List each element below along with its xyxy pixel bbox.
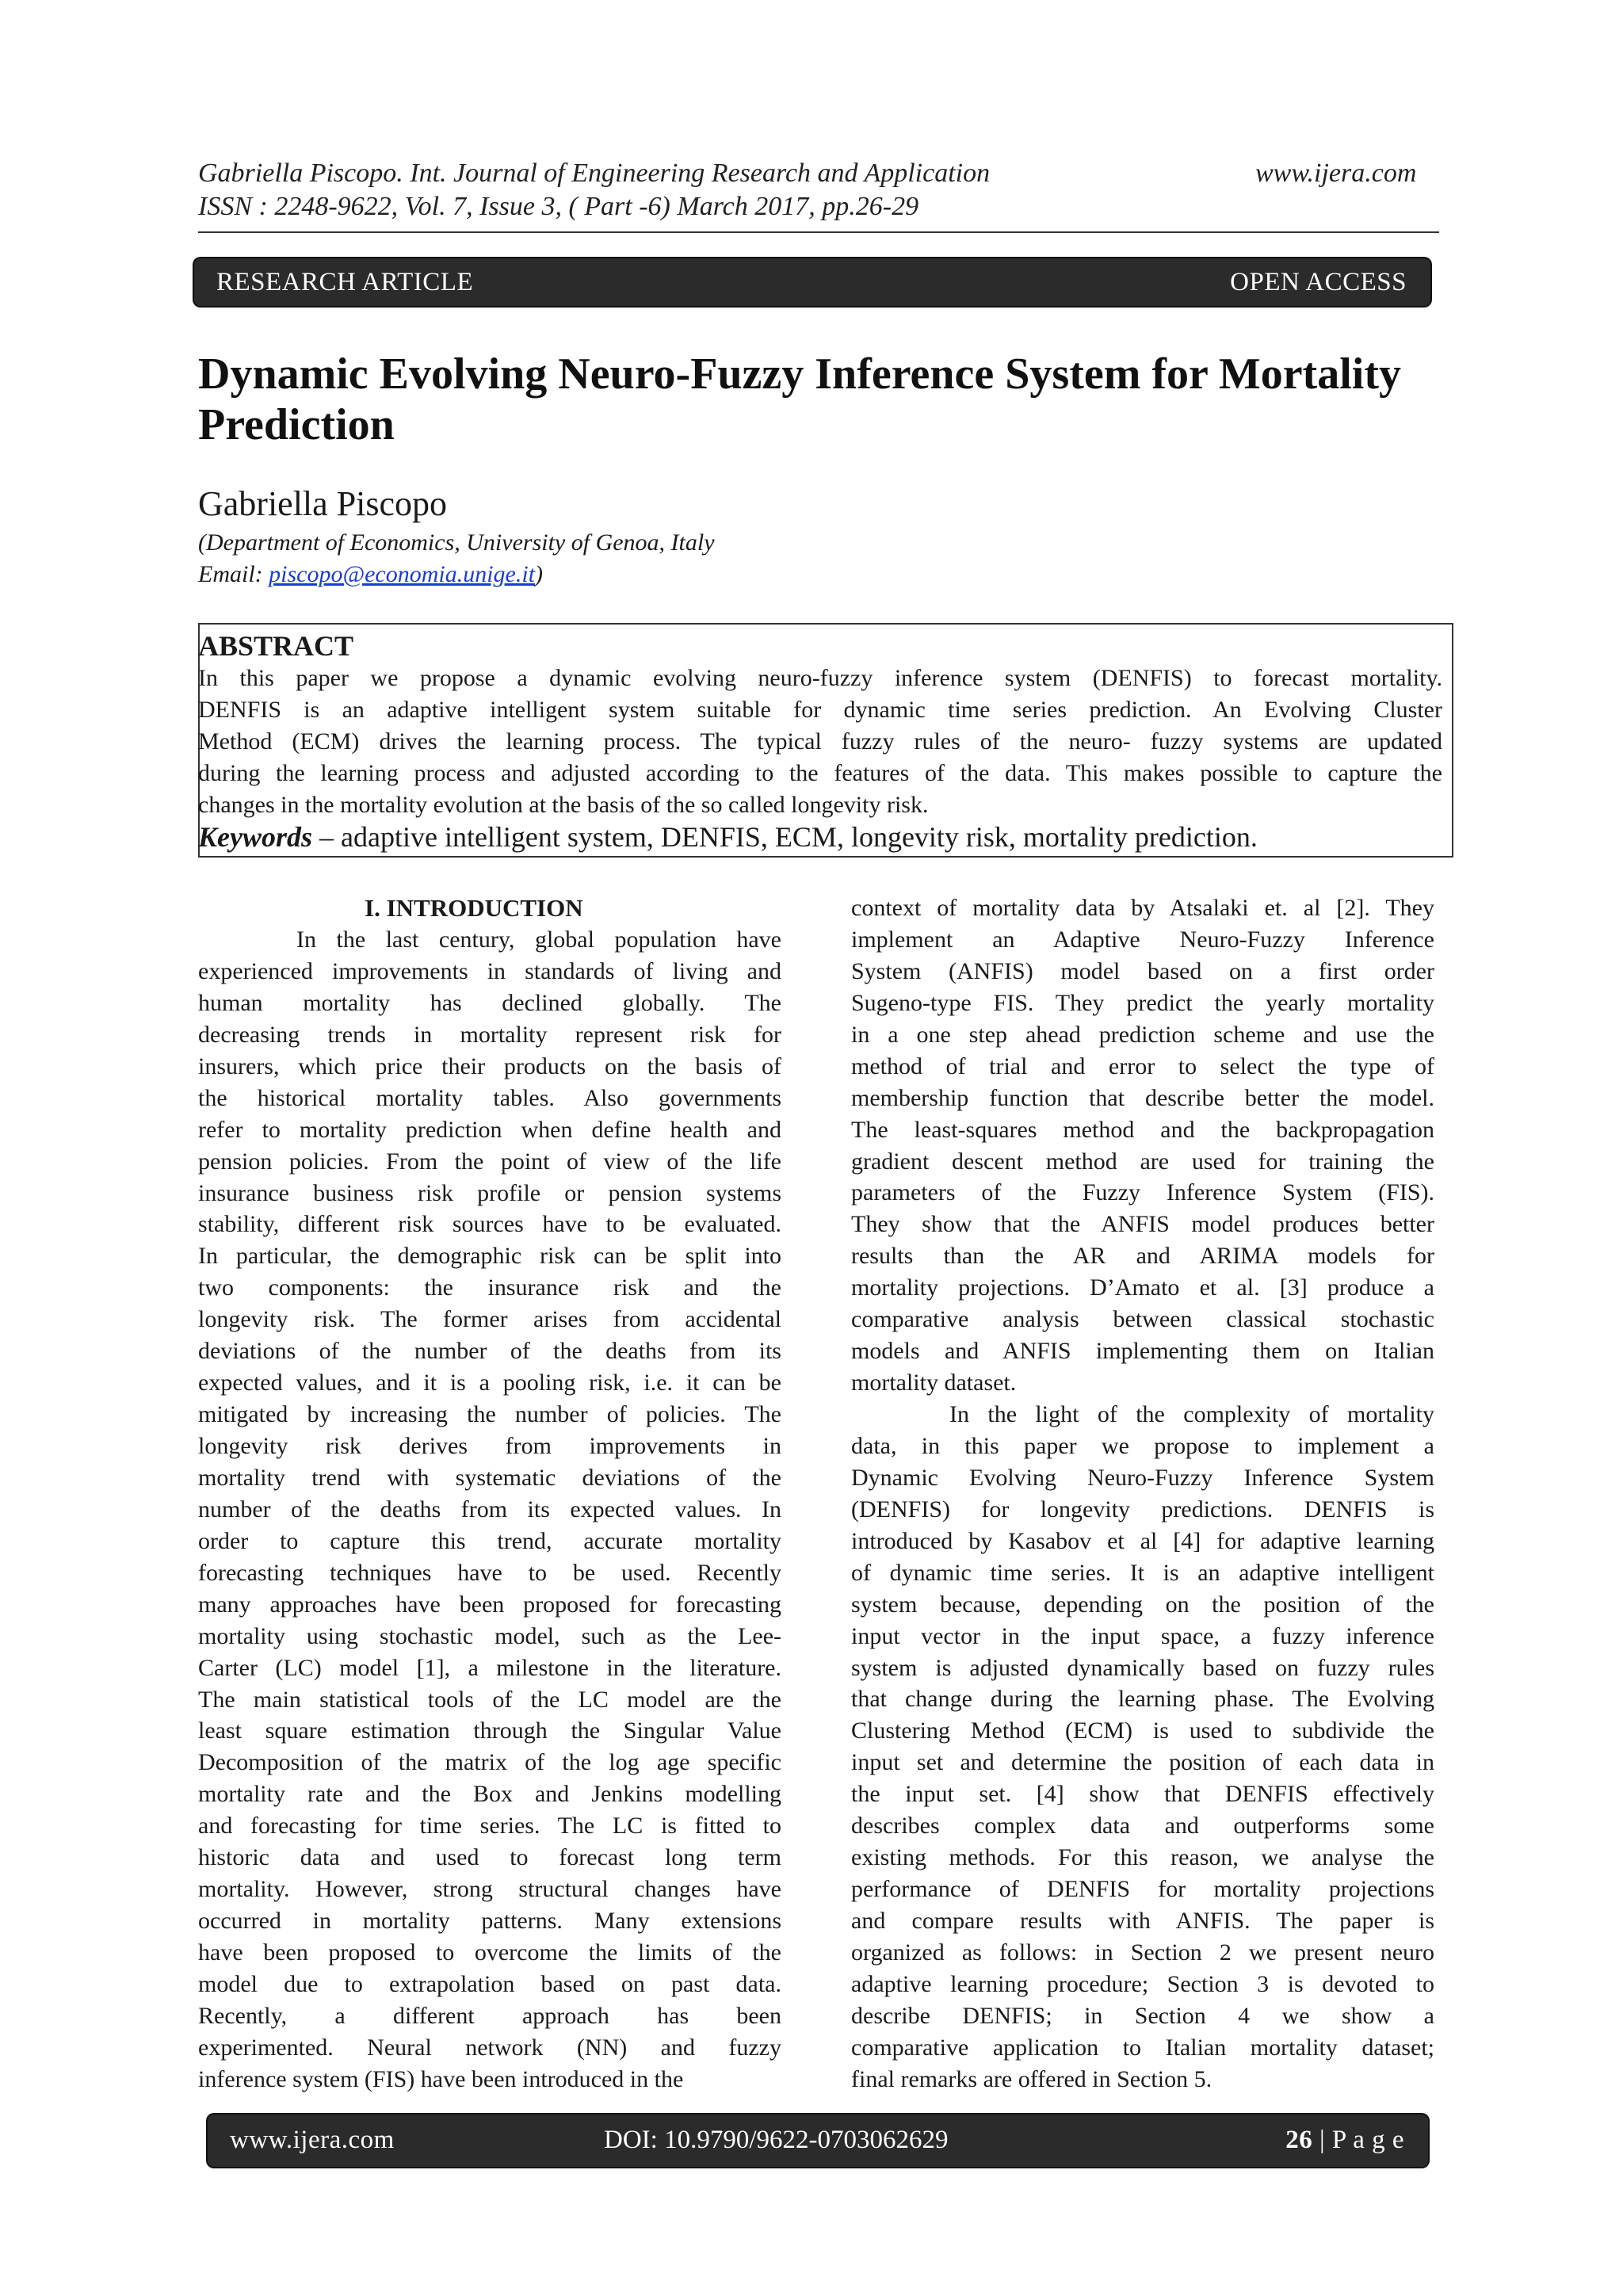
body-text-line: refer to mortality prediction when define health and bbox=[198, 1116, 781, 1143]
body-text-line: mortality trend with systematic deviations of the bbox=[198, 1464, 781, 1491]
footer-bar bbox=[208, 2115, 1428, 2167]
abstract-line: during the learning process and adjusted according to the features of the data. This makes possible to capture the bbox=[198, 760, 1442, 786]
abstract-line: changes in the mortality evolution at the basis of the so called longevity risk. bbox=[198, 792, 929, 818]
article-type-banner bbox=[194, 258, 1430, 306]
body-text-line: insurance business risk profile or pension systems bbox=[198, 1179, 781, 1206]
body-text-line: and compare results with ANFIS. The paper is bbox=[851, 1908, 1434, 1934]
body-text-line: the input set. [4] show that DENFIS effectively bbox=[851, 1781, 1434, 1808]
footer-doi: DOI: 10.9790/9622-0703062629 bbox=[604, 2126, 949, 2154]
body-text-line: human mortality has declined globally. The bbox=[198, 989, 781, 1016]
body-text-line: many approaches have been proposed for forecasting bbox=[198, 1591, 781, 1618]
body-text-line: experimented. Neural network (NN) and fuzzy bbox=[198, 2034, 781, 2061]
body-text-line: inference system (FIS) have been introduced in the bbox=[198, 2065, 684, 2092]
body-text-line: gradient descent method are used for training the bbox=[851, 1148, 1434, 1175]
body-text-line: insurers, which price their products on the basis of bbox=[198, 1052, 781, 1079]
body-text-line: decreasing trends in mortality represent risk for bbox=[198, 1021, 781, 1048]
body-text-line: context of mortality data by Atsalaki et. al [2]. They bbox=[851, 895, 1434, 921]
abstract-line: DENFIS is an adaptive intelligent system suitable for dynamic time series prediction. An Evolving Cluster bbox=[198, 697, 1442, 723]
body-text-line: models and ANFIS implementing them on Italian bbox=[851, 1338, 1434, 1365]
body-text-line: stability, different risk sources have to be evaluated. bbox=[198, 1211, 781, 1238]
body-text-line: model due to extrapolation based on past data. bbox=[198, 1970, 781, 1997]
body-text-line: The main statistical tools of the LC model are the bbox=[198, 1686, 781, 1713]
abstract-heading: ABSTRACT bbox=[198, 630, 354, 662]
body-text-line: longevity risk. The former arises from accidental bbox=[198, 1306, 781, 1333]
open-access-label: OPEN ACCESS bbox=[1230, 268, 1407, 296]
body-text-line: mortality using stochastic model, such as the Lee- bbox=[198, 1622, 781, 1649]
body-text-line: adaptive learning procedure; Section 3 is devoted to bbox=[851, 1970, 1434, 1997]
running-header-journal: Gabriella Piscopo. Int. Journal of Engineering Research and Application bbox=[198, 159, 991, 188]
footer-website[interactable]: www.ijera.com bbox=[230, 2126, 395, 2154]
body-text-line: expected values, and it is a pooling risk, i.e. it can be bbox=[198, 1370, 781, 1396]
body-text-line: number of the deaths from its expected values. In bbox=[198, 1496, 781, 1522]
body-text-line: forecasting techniques have to be used. Recently bbox=[198, 1559, 781, 1586]
body-text-line: data, in this paper we propose to implement a bbox=[851, 1432, 1434, 1459]
body-text-line: input vector in the input space, a fuzzy inference bbox=[851, 1622, 1434, 1649]
body-text-line: comparative application to Italian mortality dataset; bbox=[851, 2034, 1434, 2061]
header-rule bbox=[198, 231, 1439, 233]
body-text-line: Decomposition of the matrix of the log age specific bbox=[198, 1749, 781, 1776]
body-text-line: (DENFIS) for longevity predictions. DENFIS is bbox=[851, 1496, 1434, 1522]
keywords-text: – adaptive intelligent system, DENFIS, ECM, longevity risk, mortality prediction. bbox=[312, 821, 1258, 853]
footer-page-label: | P a g e bbox=[1312, 2126, 1404, 2154]
right-column bbox=[851, 892, 1434, 2095]
body-text-line: order to capture this trend, accurate mortality bbox=[198, 1527, 781, 1554]
body-text-line: introduced by Kasabov et al [4] for adaptive learning bbox=[851, 1527, 1434, 1554]
introduction-heading: I. INTRODUCTION bbox=[365, 894, 583, 922]
body-text-line: Sugeno-type FIS. They predict the yearly mortality bbox=[851, 989, 1434, 1016]
body-text-line: in a one step ahead prediction scheme and use the bbox=[851, 1021, 1434, 1048]
email-label: Email: bbox=[198, 561, 269, 587]
author-affiliation: (Department of Economics, University of Genoa, Italy bbox=[198, 529, 715, 556]
body-text-line: results than the AR and ARIMA models for bbox=[851, 1243, 1434, 1270]
body-text-line: two components: the insurance risk and the bbox=[198, 1274, 781, 1301]
body-text-line: least square estimation through the Singular Value bbox=[198, 1717, 781, 1744]
body-text-line: parameters of the Fuzzy Inference System (FIS). bbox=[851, 1179, 1434, 1206]
body-text-line: of dynamic time series. It is an adaptive intelligent bbox=[851, 1559, 1434, 1586]
body-text-line: historic data and used to forecast long term bbox=[198, 1844, 781, 1871]
body-text-line: In the light of the complexity of mortality bbox=[949, 1401, 1434, 1427]
body-text-line: pension policies. From the point of view of the life bbox=[198, 1148, 781, 1175]
keywords-label: Keywords bbox=[198, 821, 312, 853]
author-name: Gabriella Piscopo bbox=[198, 484, 448, 523]
body-text-line: The least-squares method and the backpropagation bbox=[851, 1116, 1434, 1143]
body-text-line: organized as follows: in Section 2 we present neuro bbox=[851, 1939, 1434, 1966]
body-text-line: have been proposed to overcome the limits of the bbox=[198, 1939, 781, 1966]
body-text-line: occurred in mortality patterns. Many extensions bbox=[198, 1908, 781, 1935]
body-text-line: Clustering Method (ECM) is used to subdivide the bbox=[851, 1717, 1434, 1744]
body-text-line: mortality. However, strong structural changes have bbox=[198, 1876, 781, 1903]
body-text-line: mitigated by increasing the number of policies. The bbox=[198, 1401, 781, 1428]
paper-title: Dynamic Evolving Neuro-Fuzzy Inference System for Mortality Prediction bbox=[198, 350, 1401, 449]
body-text-line: Dynamic Evolving Neuro-Fuzzy Inference System bbox=[851, 1464, 1434, 1491]
abstract-line: Method (ECM) drives the learning process. The typical fuzzy rules of the neuro- fuzzy systems are updated bbox=[198, 728, 1442, 755]
body-text-line: experienced improvements in standards of living and bbox=[198, 957, 781, 984]
body-text-line: Carter (LC) model [1], a milestone in the literature. bbox=[198, 1654, 781, 1681]
body-text-line: method of trial and error to select the type of bbox=[851, 1052, 1434, 1079]
body-text-line: mortality projections. D’Amato et al. [3] produce a bbox=[851, 1274, 1434, 1301]
keywords-line bbox=[198, 819, 1258, 854]
body-text-line: system because, depending on the position of the bbox=[851, 1591, 1434, 1618]
body-text-line: describes complex data and outperforms some bbox=[851, 1813, 1434, 1839]
body-text-line: input set and determine the position of each data in bbox=[851, 1749, 1434, 1776]
body-text-line: final remarks are offered in Section 5. bbox=[851, 2065, 1212, 2092]
body-text-line: the historical mortality tables. Also governments bbox=[198, 1084, 781, 1111]
body-text-line: mortality rate and the Box and Jenkins modelling bbox=[198, 1781, 781, 1808]
body-text-line: that change during the learning phase. The Evolving bbox=[851, 1686, 1434, 1713]
running-header-issn: ISSN : 2248-9622, Vol. 7, Issue 3, ( Part -6) March 2017, pp.26-29 bbox=[198, 192, 919, 221]
body-text-line: comparative analysis between classical stochastic bbox=[851, 1306, 1434, 1333]
footer-page-number: 26 bbox=[1285, 2126, 1313, 2154]
body-text-line: implement an Adaptive Neuro-Fuzzy Inference bbox=[851, 926, 1434, 953]
body-text-line: existing methods. For this reason, we analyse the bbox=[851, 1844, 1434, 1871]
running-header-website[interactable]: www.ijera.com bbox=[1255, 159, 1417, 188]
article-type-label: RESEARCH ARTICLE bbox=[216, 268, 474, 296]
footer-page bbox=[1285, 2126, 1404, 2155]
body-text-line: describe DENFIS; in Section 4 we show a bbox=[851, 2002, 1434, 2029]
body-text-line: system is adjusted dynamically based on fuzzy rules bbox=[851, 1654, 1434, 1681]
body-text-line: deviations of the number of the deaths from its bbox=[198, 1338, 781, 1365]
email-link[interactable]: piscopo@economia.unige.it bbox=[269, 561, 536, 587]
body-text-line: and forecasting for time series. The LC is fitted to bbox=[198, 1813, 781, 1839]
body-text-line: System (ANFIS) model based on a first order bbox=[851, 957, 1434, 984]
left-column bbox=[198, 924, 781, 2095]
abstract-line: In this paper we propose a dynamic evolving neuro-fuzzy inference system (DENFIS) to forecast mortality. bbox=[198, 665, 1442, 691]
body-text-line: membership function that describe better the model. bbox=[851, 1084, 1434, 1111]
body-text-line: In the last century, global population have bbox=[296, 926, 781, 953]
body-text-line: Recently, a different approach has been bbox=[198, 2002, 781, 2029]
body-text-line: performance of DENFIS for mortality projections bbox=[851, 1876, 1434, 1903]
author-email-line bbox=[198, 560, 543, 590]
body-text-line: In particular, the demographic risk can be split into bbox=[198, 1243, 781, 1270]
body-text-line: They show that the ANFIS model produces better bbox=[851, 1211, 1434, 1238]
body-text-line: longevity risk derives from improvements in bbox=[198, 1433, 781, 1459]
body-text-line: mortality dataset. bbox=[851, 1370, 1017, 1396]
email-close: ) bbox=[535, 561, 544, 587]
